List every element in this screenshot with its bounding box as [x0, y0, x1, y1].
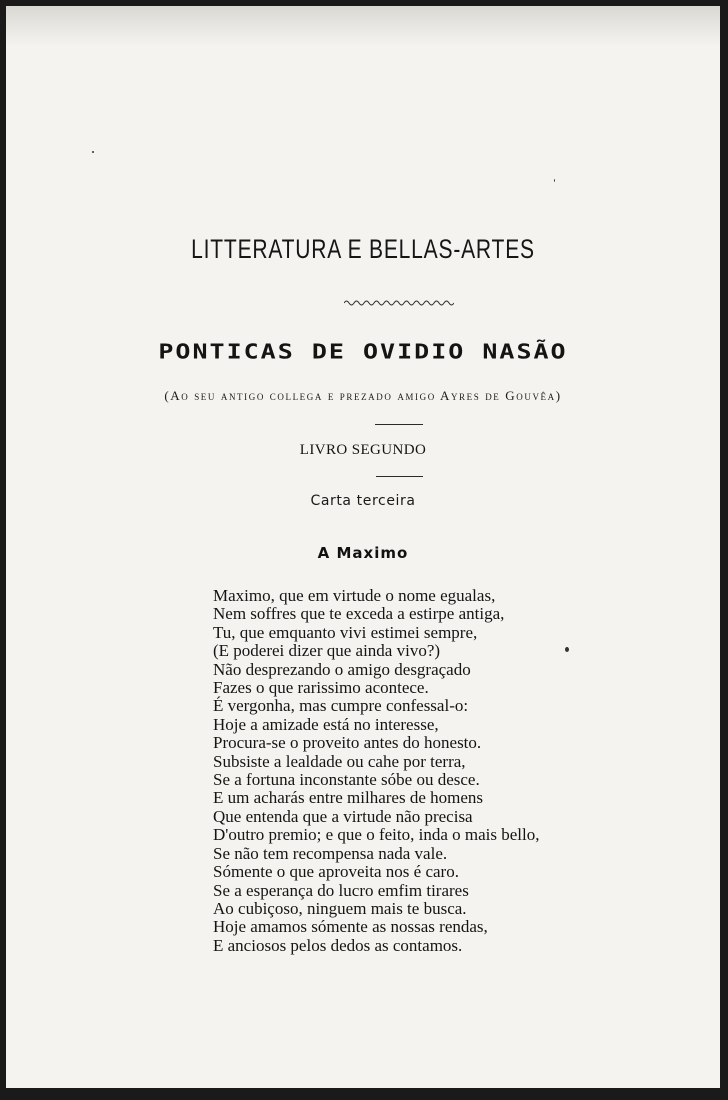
verse-line: Sómente o que aproveita nos é caro. [213, 862, 459, 882]
section-title: LITTERATURA E BELLAS-ARTES [191, 234, 535, 264]
addressee-heading: A Maximo [317, 544, 409, 562]
verse-line: Hoje amamos sómente as nossas rendas, [213, 917, 488, 937]
verse-line: Fazes o que rarissimo acontece. [213, 678, 429, 698]
verse-line: Que entenda que a virtude não precisa [213, 806, 473, 826]
verse-line: (E poderei dizer que ainda vivo?) [213, 641, 441, 661]
verse-line: Ao cubiçoso, ninguem mais te busca. [213, 898, 467, 918]
verse-line: Subsiste a lealdade ou cahe por terra, [213, 751, 466, 771]
book-page [6, 6, 720, 1088]
ink-speck [565, 647, 569, 652]
poem-title: PONTICAS DE OVIDIO NASÃO [158, 339, 568, 364]
verse-line: E anciosos pelos dedos as contamos. [213, 935, 463, 955]
verse-line: Tu, que emquanto vivi estimei sempre, [213, 622, 478, 642]
divider-rule-bottom [376, 476, 423, 477]
page-top-shadow [6, 6, 720, 46]
verse-line: Nem soffres que te exceda a estirpe antiga, [213, 604, 505, 624]
verse-line: Maximo, que em virtude o nome egualas, [213, 586, 496, 605]
poem-verses [213, 587, 539, 955]
letter-heading: Carta terceira [310, 493, 416, 509]
verse-line: Se a fortuna inconstante sóbe ou desce. [213, 770, 480, 790]
verse-line: Se a esperança do lucro emfim tirares [213, 880, 469, 900]
verse-line: Hoje a amizade está no interesse, [213, 714, 439, 734]
ink-speck [554, 179, 555, 182]
dedication: (Ao seu antigo collega e prezado amigo Ayres de Gouvêa) [164, 388, 562, 403]
wavy-ornament-divider [344, 298, 454, 308]
verse-line: Se não tem recompensa nada vale. [213, 843, 448, 863]
verse-line: Procura-se o proveito antes do honesto. [213, 733, 482, 753]
verse-line: É vergonha, mas cumpre confessal-o: [213, 696, 469, 716]
verse-line: E um acharás entre milhares de homens [213, 788, 484, 808]
verse-line: D'outro premio; e que o feito, inda o mais bello, [213, 825, 540, 845]
book-heading: LIVRO SEGUNDO [299, 442, 427, 458]
divider-rule-top [375, 424, 423, 425]
ink-speck [92, 151, 94, 153]
verse-line: Não desprezando o amigo desgraçado [213, 659, 471, 679]
